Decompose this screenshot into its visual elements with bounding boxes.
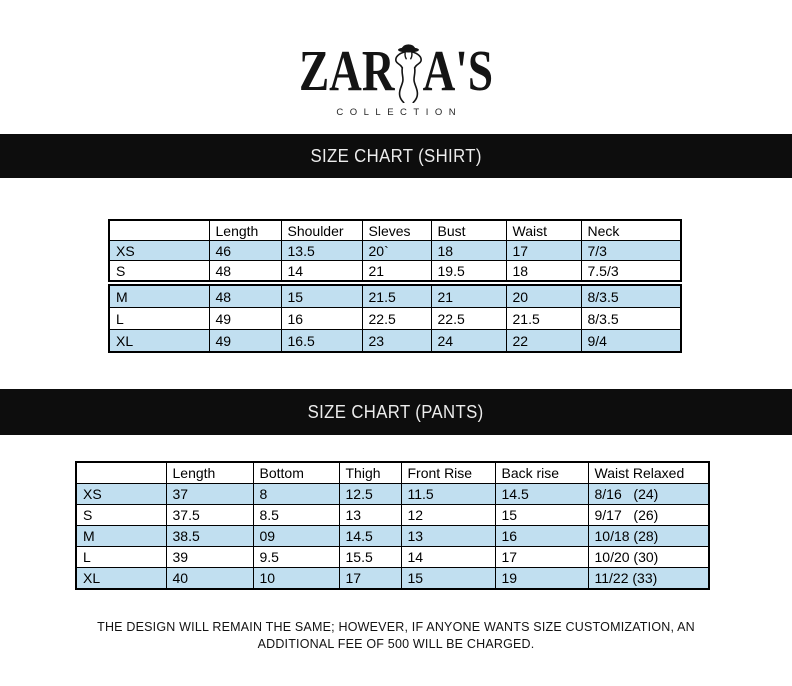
column-header: Waist Relaxed bbox=[588, 462, 709, 484]
measurement-cell: 14.5 bbox=[339, 526, 401, 547]
measurement-cell: 7/3 bbox=[581, 241, 681, 261]
measurement-cell: 21.5 bbox=[362, 285, 431, 308]
pants-banner bbox=[0, 389, 792, 435]
measurement-cell: 9/4 bbox=[581, 330, 681, 353]
measurement-cell: 13.5 bbox=[281, 241, 362, 261]
column-header: Thigh bbox=[339, 462, 401, 484]
measurement-cell: 19 bbox=[495, 568, 588, 590]
measurement-cell: 8.5 bbox=[253, 505, 339, 526]
measurement-cell: 18 bbox=[431, 241, 506, 261]
measurement-cell: 09 bbox=[253, 526, 339, 547]
measurement-cell: 17 bbox=[495, 547, 588, 568]
customization-note-line2: ADDITIONAL FEE OF 500 WILL BE CHARGED. bbox=[257, 637, 535, 651]
column-header: Front Rise bbox=[401, 462, 495, 484]
column-header: Back rise bbox=[495, 462, 588, 484]
measurement-cell: 48 bbox=[209, 261, 281, 282]
size-row-l bbox=[109, 308, 681, 330]
customization-note-line1: THE DESIGN WILL REMAIN THE SAME; HOWEVER, IF ANYONE WANTS SIZE CUSTOMIZATION, AN bbox=[97, 620, 695, 634]
measurement-cell: 14 bbox=[281, 261, 362, 282]
measurement-cell: 15.5 bbox=[339, 547, 401, 568]
size-label: XL bbox=[109, 330, 209, 353]
header-row bbox=[76, 462, 709, 484]
measurement-cell: 37 bbox=[166, 484, 253, 505]
size-row-s bbox=[109, 261, 681, 282]
shirt-banner bbox=[0, 134, 792, 178]
header-row bbox=[109, 220, 681, 241]
column-header bbox=[109, 220, 209, 241]
measurement-cell: 9.5 bbox=[253, 547, 339, 568]
measurement-cell: 16 bbox=[281, 308, 362, 330]
measurement-cell: 22 bbox=[506, 330, 581, 353]
measurement-cell: 39 bbox=[166, 547, 253, 568]
measurement-cell: 23 bbox=[362, 330, 431, 353]
measurement-cell: 9/17 (26) bbox=[588, 505, 709, 526]
pants-size-table bbox=[75, 461, 710, 590]
measurement-cell: 13 bbox=[401, 526, 495, 547]
size-label: L bbox=[76, 547, 166, 568]
size-label: L bbox=[109, 308, 209, 330]
measurement-cell: 15 bbox=[401, 568, 495, 590]
column-header: Length bbox=[166, 462, 253, 484]
measurement-cell: 8/3.5 bbox=[581, 285, 681, 308]
size-label: S bbox=[76, 505, 166, 526]
measurement-cell: 20 bbox=[506, 285, 581, 308]
shirt-size-table-lower bbox=[108, 284, 682, 353]
measurement-cell: 21 bbox=[431, 285, 506, 308]
size-row-xl bbox=[109, 330, 681, 353]
measurement-cell: 12 bbox=[401, 505, 495, 526]
woman-silhouette-icon bbox=[391, 43, 425, 103]
column-header: Neck bbox=[581, 220, 681, 241]
measurement-cell: 22.5 bbox=[431, 308, 506, 330]
measurement-cell: 8/16 (24) bbox=[588, 484, 709, 505]
column-header: Shoulder bbox=[281, 220, 362, 241]
size-row-xs bbox=[76, 484, 709, 505]
measurement-cell: 18 bbox=[506, 261, 581, 282]
measurement-cell: 8/3.5 bbox=[581, 308, 681, 330]
size-row-s bbox=[76, 505, 709, 526]
measurement-cell: 15 bbox=[281, 285, 362, 308]
column-header: Bottom bbox=[253, 462, 339, 484]
measurement-cell: 46 bbox=[209, 241, 281, 261]
brand-logo bbox=[0, 38, 792, 118]
measurement-cell: 19.5 bbox=[431, 261, 506, 282]
measurement-cell: 21 bbox=[362, 261, 431, 282]
measurement-cell: 37.5 bbox=[166, 505, 253, 526]
size-row-m bbox=[109, 285, 681, 308]
measurement-cell: 11.5 bbox=[401, 484, 495, 505]
measurement-cell: 14.5 bbox=[495, 484, 588, 505]
brand-text-left: ZAR bbox=[298, 38, 395, 103]
shirt-size-table-upper bbox=[108, 219, 682, 282]
measurement-cell: 12.5 bbox=[339, 484, 401, 505]
measurement-cell: 11/22 (33) bbox=[588, 568, 709, 590]
customization-note bbox=[0, 619, 792, 653]
measurement-cell: 10/18 (28) bbox=[588, 526, 709, 547]
measurement-cell: 14 bbox=[401, 547, 495, 568]
measurement-cell: 8 bbox=[253, 484, 339, 505]
size-row-xl bbox=[76, 568, 709, 590]
measurement-cell: 22.5 bbox=[362, 308, 431, 330]
size-row-m bbox=[76, 526, 709, 547]
size-row-xs bbox=[109, 241, 681, 261]
brand-wordmark bbox=[87, 38, 705, 103]
measurement-cell: 10/20 (30) bbox=[588, 547, 709, 568]
measurement-cell: 49 bbox=[209, 330, 281, 353]
measurement-cell: 38.5 bbox=[166, 526, 253, 547]
size-row-l bbox=[76, 547, 709, 568]
size-label: M bbox=[76, 526, 166, 547]
brand-subtitle: COLLECTION bbox=[336, 107, 463, 118]
measurement-cell: 21.5 bbox=[506, 308, 581, 330]
measurement-cell: 17 bbox=[506, 241, 581, 261]
size-label: XL bbox=[76, 568, 166, 590]
measurement-cell: 7.5/3 bbox=[581, 261, 681, 282]
column-header: Waist bbox=[506, 220, 581, 241]
column-header: Sleves bbox=[362, 220, 431, 241]
measurement-cell: 10 bbox=[253, 568, 339, 590]
column-header: Bust bbox=[431, 220, 506, 241]
measurement-cell: 13 bbox=[339, 505, 401, 526]
brand-text-right: A'S bbox=[422, 38, 494, 103]
size-label: XS bbox=[109, 241, 209, 261]
measurement-cell: 40 bbox=[166, 568, 253, 590]
measurement-cell: 48 bbox=[209, 285, 281, 308]
measurement-cell: 15 bbox=[495, 505, 588, 526]
measurement-cell: 16 bbox=[495, 526, 588, 547]
measurement-cell: 17 bbox=[339, 568, 401, 590]
column-header bbox=[76, 462, 166, 484]
size-label: M bbox=[109, 285, 209, 308]
column-header: Length bbox=[209, 220, 281, 241]
shirt-banner-title: SIZE CHART (SHIRT) bbox=[310, 145, 482, 166]
measurement-cell: 24 bbox=[431, 330, 506, 353]
size-label: XS bbox=[76, 484, 166, 505]
pants-banner-title: SIZE CHART (PANTS) bbox=[307, 401, 484, 422]
measurement-cell: 49 bbox=[209, 308, 281, 330]
measurement-cell: 20` bbox=[362, 241, 431, 261]
size-label: S bbox=[109, 261, 209, 282]
measurement-cell: 16.5 bbox=[281, 330, 362, 353]
